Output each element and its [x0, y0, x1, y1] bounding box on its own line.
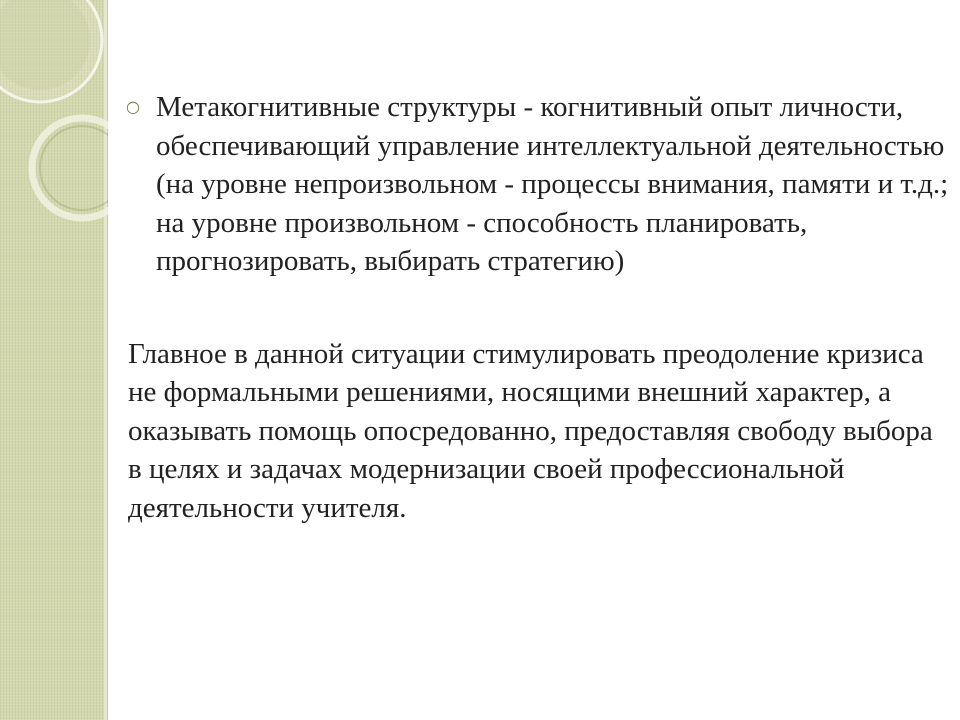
- slide-content: [126, 88, 952, 527]
- decorative-circles: [0, 0, 108, 260]
- decorative-ring-middle: [32, 118, 108, 218]
- circle-bullet-icon: ○: [126, 97, 140, 116]
- bullet-item: [126, 88, 952, 281]
- main-paragraph: Главное в данной ситуации стимулировать преодоление кризиса не формальными решениями, носящими внешний характер, а оказывать помощь опосредованно, предоставляя свободу выбора в целях и задачах модернизации своей профессиональной деятельности учителя.: [128, 337, 933, 524]
- decorative-ring-middle-shadow: [40, 126, 108, 210]
- bullet-text: Метакогнитивные структуры - когнитивный опыт личности, обеспечивающий управление интеллектуальной деятельностью (на уровне непроизвольном - процессы внимания, памяти и т.д.; на уровне произвольном - способность планировать, прогнозировать, выбирать стратегию): [156, 91, 949, 277]
